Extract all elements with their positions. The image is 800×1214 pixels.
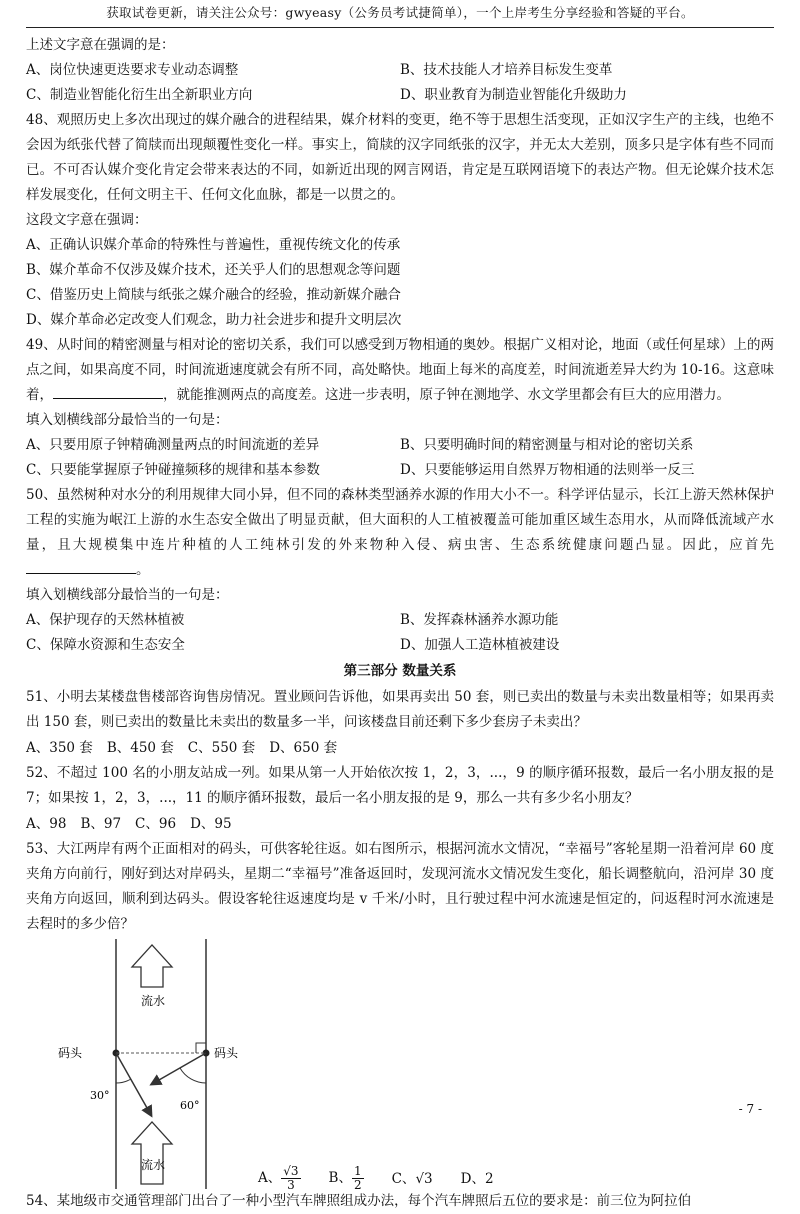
q49-option-d[interactable]: D、只要能够运用自然界万物相通的法则举一反三 xyxy=(400,462,695,478)
q50-answer-blank xyxy=(26,559,136,574)
q53-option-a[interactable] xyxy=(258,1165,301,1192)
angle-arc-right xyxy=(180,1068,206,1083)
q50-option-b[interactable]: B、发挥森林涵养水源功能 xyxy=(400,612,559,628)
q51-options xyxy=(26,735,774,761)
q53-option-b-label: B、 xyxy=(328,1170,352,1186)
flow-arrow-icon-bottom xyxy=(132,1122,172,1184)
q48-option-a[interactable]: A、正确认识媒介革命的特殊性与普遍性，重视传统文化的传承 xyxy=(26,237,401,253)
q51-option-b[interactable]: B、450 套 xyxy=(106,740,174,756)
q51-option-d[interactable]: D、650 套 xyxy=(269,740,338,756)
q54-stem: 54、某地级市交通管理部门出台了一种小型汽车牌照组成办法，每个汽车牌照后五位的要求是：前三位为阿拉伯 xyxy=(26,1193,692,1209)
dock-label-right: 码头 xyxy=(214,1046,239,1060)
q53-option-a-fraction xyxy=(281,1165,300,1192)
q49-option-c[interactable]: C、只要能掌握原子钟碰撞频移的规律和基本参数 xyxy=(26,462,320,478)
q49-option-a[interactable]: A、只要用原子钟精确测量两点的时间流逝的差异 xyxy=(26,437,320,453)
q50-stem-part-2: 。 xyxy=(136,562,150,578)
q52-option-d[interactable]: D、95 xyxy=(190,816,232,832)
river-crossing-diagram xyxy=(56,939,246,1189)
q51-option-c[interactable]: C、550 套 xyxy=(187,740,256,756)
angle-label-right: 60° xyxy=(180,1099,200,1112)
q50-prompt: 填入划横线部分最恰当的一句是： xyxy=(26,587,229,603)
flow-label-bottom: 流水 xyxy=(140,1158,166,1172)
q48-option-b[interactable]: B、媒介革命不仅涉及媒介技术，还关乎人们的思想观念等问题 xyxy=(26,262,401,278)
q53-option-b-numerator: 1 xyxy=(353,1164,362,1178)
page-content xyxy=(26,33,774,1214)
q49-answer-blank xyxy=(53,384,163,399)
q53-option-d-label: D、 xyxy=(460,1170,485,1187)
q49-option-b[interactable]: B、只要明确时间的精密测量与相对论的密切关系 xyxy=(400,437,694,453)
q47-options-row-1 xyxy=(26,58,774,83)
heading-arrow-return xyxy=(152,1053,206,1084)
q48-stem: 48、观照历史上多次出现过的媒介融合的进程结果，媒介材料的变更，绝不等于思想生活变现，正如汉字生产的主线，也绝不会因为纸张代替了简牍而出现颠覆性变化一样。事实上，简牍的汉字同纸张的汉字，并无太大差别，顶多只是字体有些不同而已。不可否认媒介变化肯定会带来表达的不同，如新近出现的网言网语，肯定是互联网语境下的表达产物。但无论媒介技术怎样发展变化，任何文明主干、任何文化血脉，都是一以贯之的。 xyxy=(26,112,774,203)
q53-option-a-numerator: √3 xyxy=(283,1164,299,1178)
q53-option-a-label: A、 xyxy=(258,1170,282,1186)
q47-options-row-2 xyxy=(26,83,774,108)
page-number: - 7 - xyxy=(738,1102,762,1116)
q50-stem-part-1: 50、虽然树种对水分的利用规律大同小异，但不同的森林类型涵养水源的作用大小不一。科学评估显示，长江上游天然林保护工程的实施为岷江上游的水生态安全做出了明显贡献，但大面积的人工植被覆盖可能加重区域生态用水，从而降低流域产水量，且大规模集中连片种植的人工纯林引发的外来物种入侵、病虫害、生态系统健康问题凸显。因此，应首先 xyxy=(26,487,774,553)
q50-option-a[interactable]: A、保护现存的天然林植被 xyxy=(26,612,185,628)
q50-option-d[interactable]: D、加强人工造林植被建设 xyxy=(400,637,560,653)
page-header: 获取试卷更新，请关注公众号：gwyeasy（公务员考试捷简单），一个上岸考生分享经验和答疑的平台。 xyxy=(106,5,694,20)
q47-option-c[interactable]: C、制造业智能化衍生出全新职业方向 xyxy=(26,87,253,103)
q53-option-b-denominator: 2 xyxy=(353,1178,362,1192)
q53-option-b[interactable] xyxy=(329,1165,364,1192)
q53-options xyxy=(258,1165,494,1192)
q53-option-d-value: 2 xyxy=(484,1170,494,1187)
q53-option-b-fraction xyxy=(352,1165,364,1192)
q50-options-row-1 xyxy=(26,608,774,633)
q53-stem: 53、大江两岸有两个正面相对的码头，可供客轮往返。如右图所示，根据河流水文情况，“幸福号”客轮星期一沿着河岸 60 度夹角方向前行，刚好到达对岸码头，星期二“幸福号”准备返回时，发现河流水文情况发生变化，船长调整航向，沿河岸 30 度夹角方向返回，顺利到达码头。假设客轮往返速度均是 v 千米/小时，且行驶过程中河水流速是恒定的，问返程时河水流速是去程时的多少倍？ xyxy=(26,841,774,932)
q49-stem xyxy=(26,333,774,408)
q53-option-d[interactable] xyxy=(461,1169,494,1189)
q53-option-c-value: √3 xyxy=(415,1170,433,1187)
flow-arrow-icon-top xyxy=(132,945,172,1008)
q49-prompt: 填入划横线部分最恰当的一句是： xyxy=(26,412,229,428)
q52-stem: 52、不超过 100 名的小朋友站成一列。如果从第一人开始依次按 1，2，3，...，9 的顺序循环报数，最后一名小朋友报的是 7；如果按 1，2，3，...，11 的顺序循环报数，最后一名小朋友报的是 9，那么一共有多少名小朋友？ xyxy=(26,765,774,806)
q48-prompt: 这段文字意在强调： xyxy=(26,212,148,228)
q50-options-row-2 xyxy=(26,633,774,658)
q49-stem-part-2: ，就能推测两点的高度差。这进一步表明，原子钟在测地学、水文学里都会有巨大的应用潜力。 xyxy=(163,387,730,403)
dock-label-left: 码头 xyxy=(58,1046,83,1060)
q53-figure-row xyxy=(26,937,774,1192)
q48-option-c[interactable]: C、借鉴历史上简牍与纸张之媒介融合的经验，推动新媒介融合 xyxy=(26,287,401,303)
heading-arrow-outbound xyxy=(116,1053,151,1115)
q47-prompt: 上述文字意在强调的是： xyxy=(26,37,175,53)
flow-label-top: 流水 xyxy=(140,994,166,1008)
q49-stem-part-1: 49、从时间的精密测量与相对论的密切关系，我们可以感受到万物相通的奥妙。根据广义相对论，地面（或任何星球）上的两点之间，如果高度不同，时间流逝速度就会有所不同，高处略快。地面上每米的高度差，时间流逝差异大约为 10-16。这意味着， xyxy=(26,337,774,403)
q49-options-row-2 xyxy=(26,458,774,483)
header-divider xyxy=(26,27,774,28)
q52-options xyxy=(26,811,774,837)
section-title: 第三部分 数量关系 xyxy=(343,663,457,679)
q53-option-a-denominator: 3 xyxy=(287,1178,295,1192)
q51-option-a[interactable]: A、350 套 xyxy=(26,740,93,756)
q50-option-c[interactable]: C、保障水资源和生态安全 xyxy=(26,637,185,653)
q52-option-b[interactable]: B、97 xyxy=(80,816,122,832)
q49-options-row-1 xyxy=(26,433,774,458)
q50-stem xyxy=(26,483,774,583)
q53-option-c[interactable] xyxy=(392,1169,433,1189)
q47-option-d[interactable]: D、职业教育为制造业智能化升级助力 xyxy=(400,87,627,103)
angle-label-left: 30° xyxy=(90,1089,110,1102)
angle-arc-left xyxy=(116,1079,131,1083)
q53-option-c-label: C、 xyxy=(391,1170,416,1187)
q52-option-a[interactable]: A、98 xyxy=(26,816,67,832)
q51-stem: 51、小明去某楼盘售楼部咨询售房情况。置业顾问告诉他，如果再卖出 50 套，则已卖出的数量与未卖出数量相等；如果再卖出 150 套，则已卖出的数量比未卖出的数量多一半，问该楼盘目前还剩下多少套房子未卖出？ xyxy=(26,689,774,730)
q48-option-d[interactable]: D、媒介革命必定改变人们观念，助力社会进步和提升文明层次 xyxy=(26,312,402,328)
q47-option-b[interactable]: B、技术技能人才培养目标发生变革 xyxy=(400,62,613,78)
q47-option-a[interactable]: A、岗位快速更迭要求专业动态调整 xyxy=(26,62,239,78)
q52-option-c[interactable]: C、96 xyxy=(135,816,177,832)
